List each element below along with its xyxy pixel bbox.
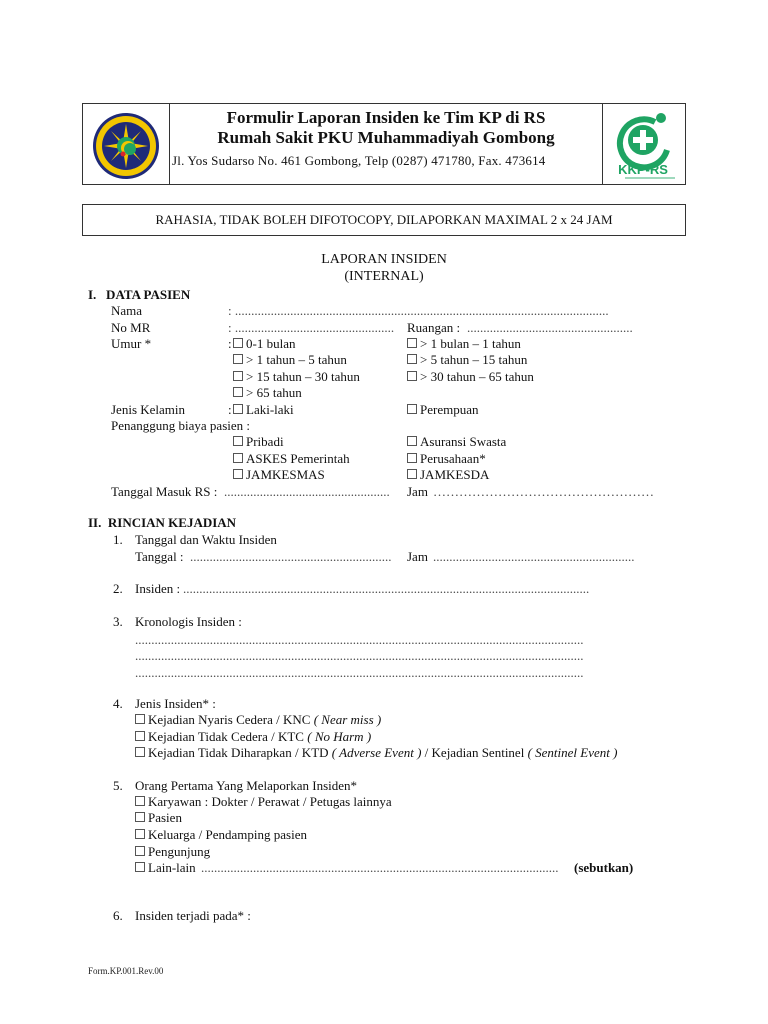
q1-tanggal-field[interactable]: .............................................................. [190,549,392,564]
q6-label: Insiden terjadi pada* : [135,908,251,923]
checkbox-icon [407,354,417,364]
checkbox-icon [135,846,145,856]
biaya-option-0[interactable]: Pribadi [233,434,284,450]
nomr-label: No MR [111,320,151,335]
checkbox-icon [233,387,243,397]
q5-option-pasien[interactable]: Pasien [135,810,182,826]
q5-option-keluarga[interactable]: Keluarga / Pendamping pasien [135,827,307,843]
checkbox-icon [233,338,243,348]
checkbox-icon [233,404,243,414]
umur-option-1[interactable]: > 1 bulan – 1 tahun [407,336,521,352]
nomr-field[interactable]: : ................................................. [228,320,395,335]
hospital-address: Jl. Yos Sudarso No. 461 Gombong, Telp (0287) 471780, Fax. 473614 [172,153,546,168]
umur-option-2[interactable]: > 1 tahun – 5 tahun [233,352,347,368]
q4-option-ktd[interactable]: Kejadian Tidak Diharapkan / KTD ( Adverse Event ) / Kejadian Sentinel ( Sentinel Event ) [135,745,617,761]
ruangan-label: Ruangan : [407,320,461,335]
kkprs-logo-text: KKP-RS [618,162,668,177]
confidentiality-notice: RAHASIA, TIDAK BOLEH DIFOTOCOPY, DILAPORKAN MAXIMAL 2 x 24 JAM [82,204,686,236]
checkbox-icon [233,436,243,446]
biaya-option-1[interactable]: Asuransi Swasta [407,434,506,450]
section-data-pasien-title: I. DATA PASIEN [88,287,191,302]
q5-sebutkan: (sebutkan) [574,860,634,875]
jk-option-laki[interactable]: Laki-laki [233,402,294,418]
hospital-logo-cell [82,103,170,185]
q4-option-ktc[interactable]: Kejadian Tidak Cedera / KTC ( No Harm ) [135,729,371,745]
q5-option-karyawan[interactable]: Karyawan : Dokter / Perawat / Petugas lainnya [135,794,392,810]
q5-option-pengunjung[interactable]: Pengunjung [135,844,210,860]
checkbox-icon [233,469,243,479]
q5-option-lain-lain[interactable]: Lain-lain [135,860,196,876]
muhammadiyah-logo [83,104,169,184]
checkbox-icon [407,338,417,348]
biaya-option-4[interactable]: JAMKESMAS [233,467,325,483]
section-rincian-kejadian-title: II. RINCIAN KEJADIAN [88,515,237,530]
q1-label: Tanggal dan Waktu Insiden [135,532,277,547]
form-code-footer: Form.KP.001.Rev.00 [88,966,164,976]
umur-option-0[interactable]: 0-1 bulan [233,336,295,352]
umur-option-6[interactable]: > 65 tahun [233,385,302,401]
checkbox-icon [135,829,145,839]
q1-tanggal-label: Tanggal : [135,549,184,564]
q2-insiden-field[interactable]: ............................................................................................................................. [183,581,590,596]
nama-field[interactable]: : ................................................................................................................... [228,303,609,318]
tanggal-masuk-field[interactable]: ................................................... [224,484,390,499]
checkbox-icon [135,714,145,724]
q4-label: Jenis Insiden* : [135,696,216,711]
q3-label: Kronologis Insiden : [135,614,242,629]
checkbox-icon [135,731,145,741]
kronologi-line-3[interactable]: .......................................................................................................................................... [135,665,584,680]
document-header [82,103,686,185]
q1-jam-label: Jam [407,549,428,564]
umur-option-4[interactable]: > 15 tahun – 30 tahun [233,369,360,385]
biaya-option-3[interactable]: Perusahaan* [407,451,486,467]
umur-label: Umur * [111,336,152,351]
jk-option-perempuan[interactable]: Perempuan [407,402,478,418]
checkbox-icon [233,371,243,381]
report-subtitle: (INTERNAL) [344,269,424,284]
checkbox-icon [233,354,243,364]
penanggung-biaya-label: Penanggung biaya pasien : [111,418,250,433]
q5-label: Orang Pertama Yang Melaporkan Insiden* [135,778,358,793]
checkbox-icon [233,453,243,463]
jenis-kelamin-label: Jenis Kelamin [111,402,186,417]
kkprs-logo-cell [602,103,686,185]
checkbox-icon [407,404,417,414]
nama-label: Nama [111,303,143,318]
checkbox-icon [135,796,145,806]
q2-label: Insiden : [135,581,181,596]
ruangan-field[interactable]: ................................................... [467,320,633,335]
biaya-option-5[interactable]: JAMKESDA [407,467,489,483]
hospital-name: Rumah Sakit PKU Muhammadiyah Gombong [217,128,555,147]
umur-option-5[interactable]: > 30 tahun – 65 tahun [407,369,534,385]
q4-option-knc[interactable]: Kejadian Nyaris Cedera / KNC ( Near miss ) [135,712,381,728]
checkbox-icon [407,436,417,446]
biaya-option-2[interactable]: ASKES Pemerintah [233,451,350,467]
q5-lain-lain-field[interactable]: .............................................................................................................. [201,860,559,875]
report-title: LAPORAN INSIDEN [321,252,447,267]
jam-masuk-label: Jam [407,484,428,499]
checkbox-icon [407,469,417,479]
kronologi-line-1[interactable]: .......................................................................................................................................... [135,632,584,647]
q1-jam-field[interactable]: .............................................................. [433,549,635,564]
checkbox-icon [135,747,145,757]
checkbox-icon [407,371,417,381]
form-title: Formulir Laporan Insiden ke Tim KP di RS [226,108,546,127]
tanggal-masuk-label: Tanggal Masuk RS : [111,484,218,499]
kkprs-logo [603,104,687,184]
checkbox-icon [407,453,417,463]
jam-masuk-field[interactable]: …………………………………………… [433,484,654,499]
checkbox-icon [135,862,145,872]
header-title-cell [169,103,603,185]
umur-option-3[interactable]: > 5 tahun – 15 tahun [407,352,527,368]
kronologi-line-2[interactable]: .......................................................................................................................................... [135,648,584,663]
checkbox-icon [135,812,145,822]
